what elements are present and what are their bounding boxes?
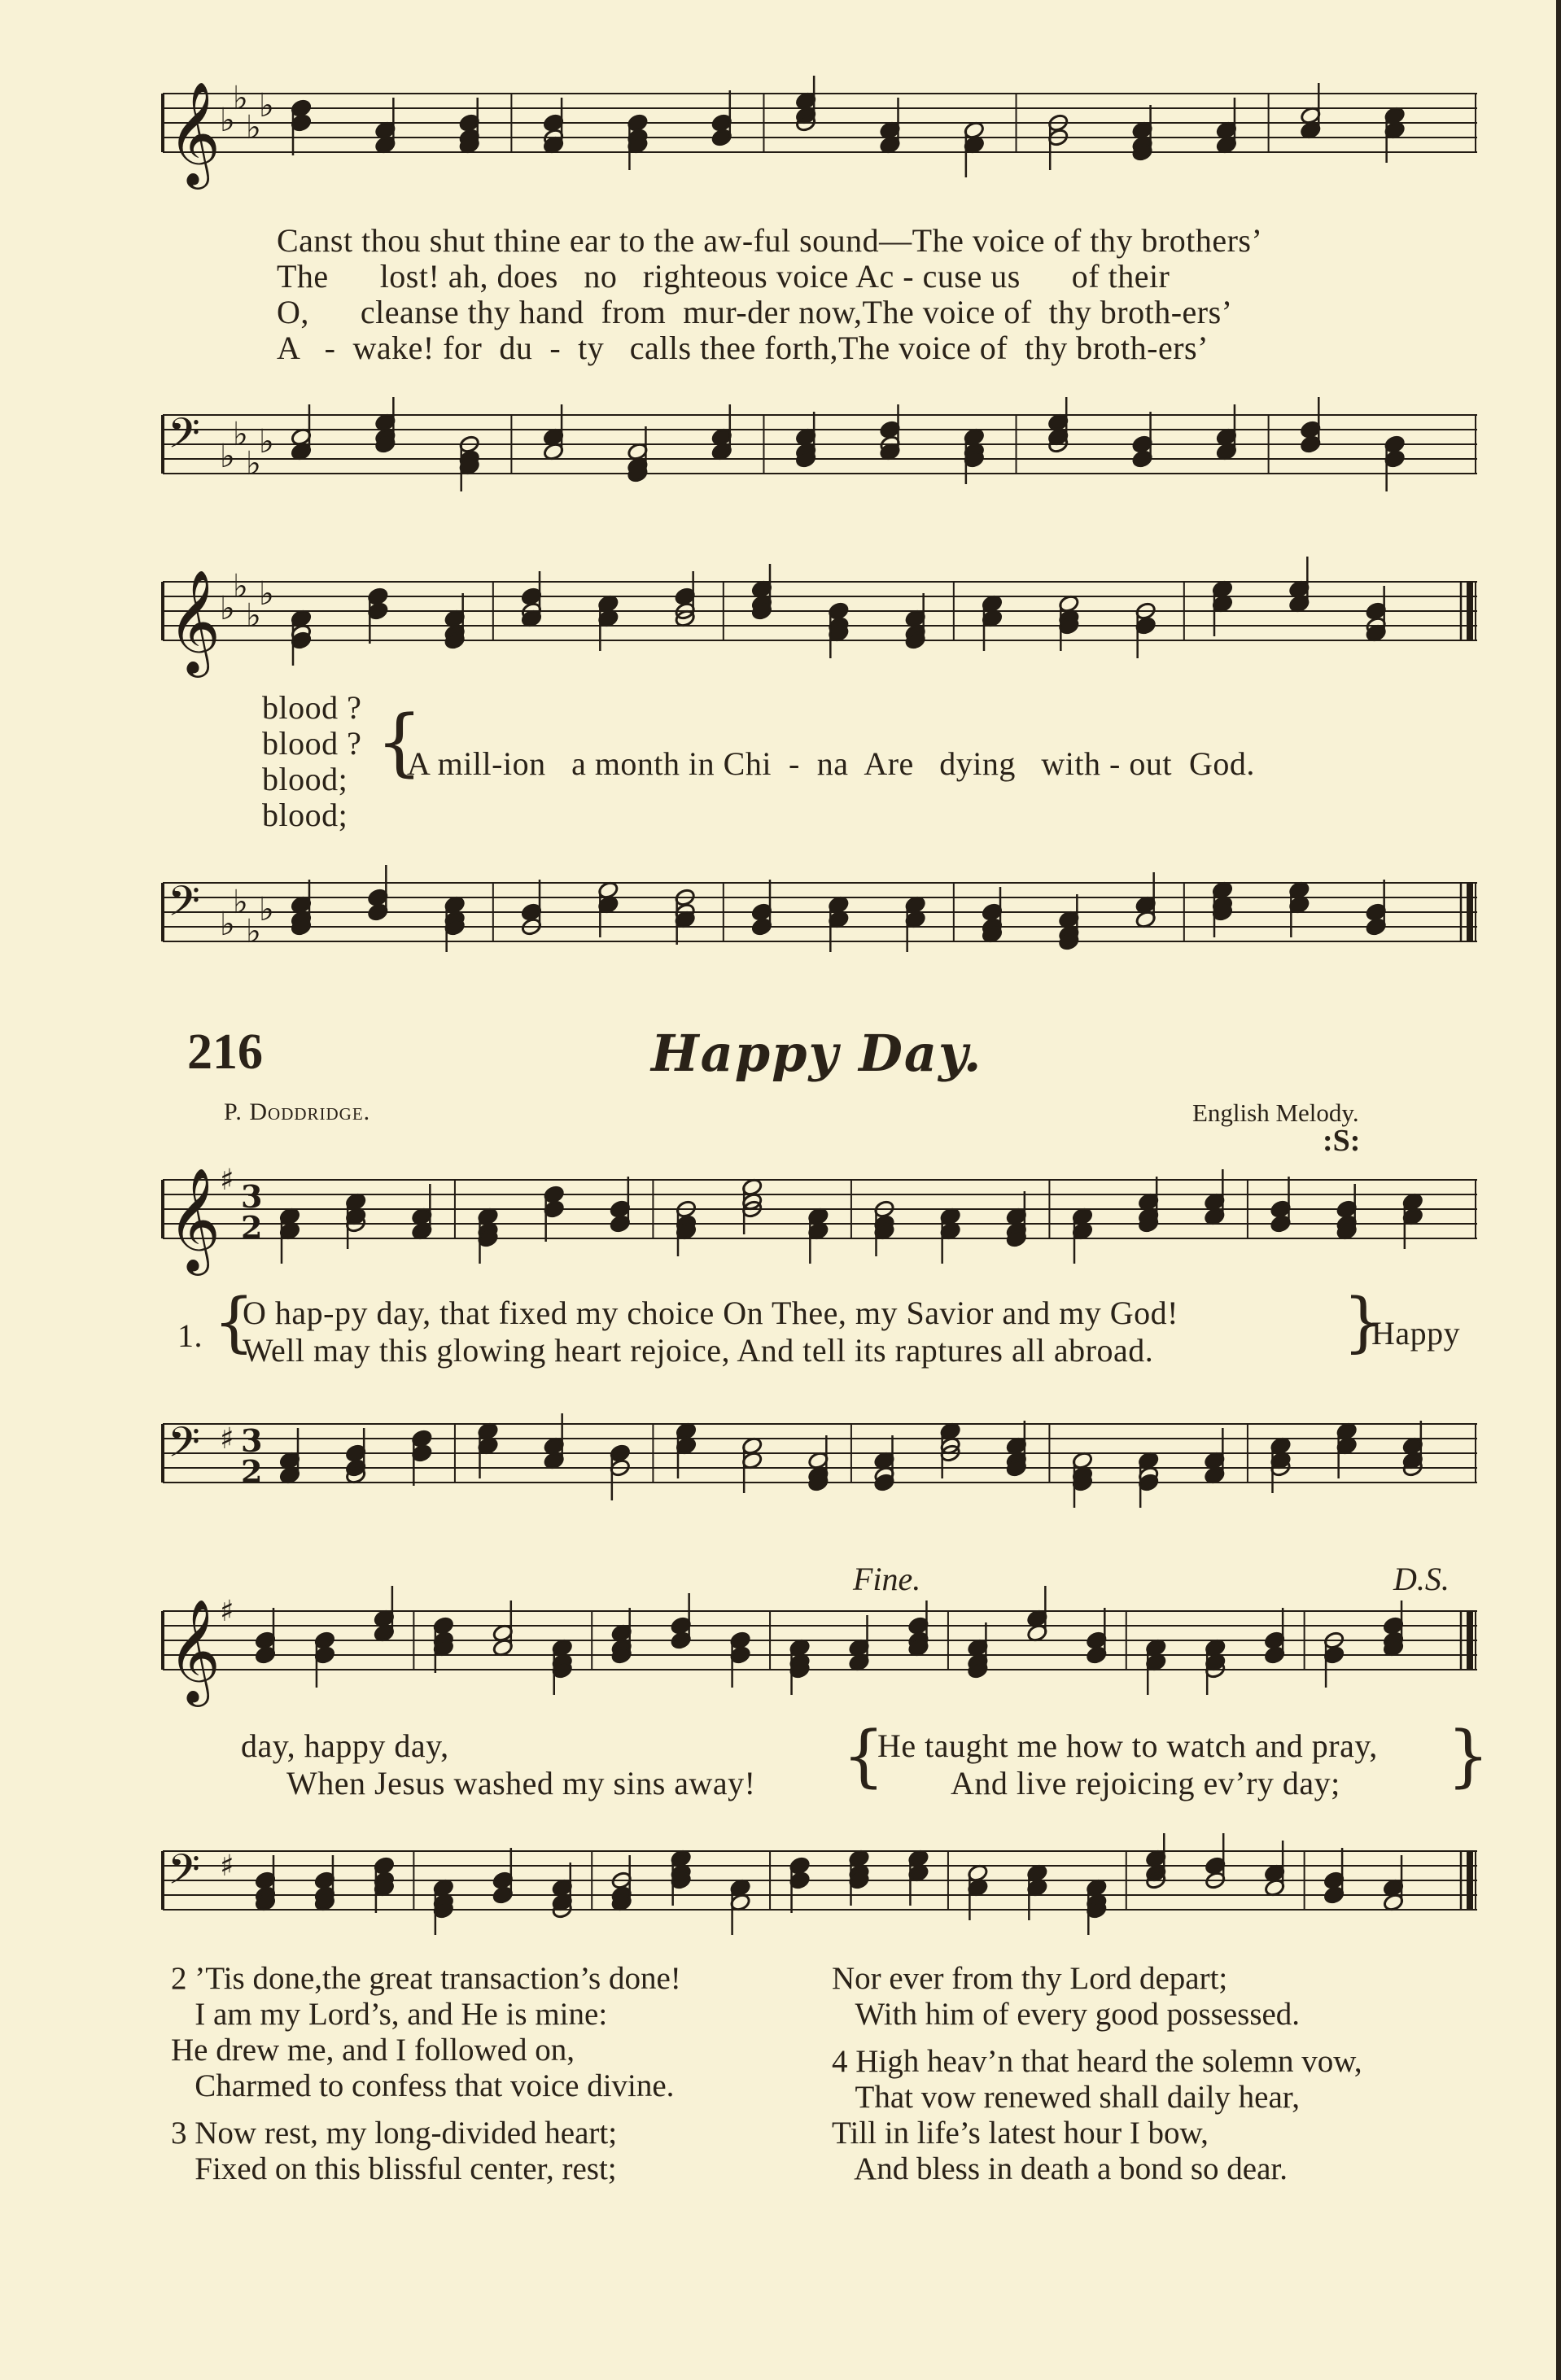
end-word-2: blood ?: [262, 725, 362, 762]
hymn-number: 216: [187, 1024, 263, 1080]
svg-text:♭: ♭: [259, 575, 274, 613]
svg-text:♭: ♭: [220, 590, 235, 627]
staff-lines: [163, 80, 1477, 185]
refrain-line: A mill-ion a month in Chi - na Are dying with - out God.: [407, 745, 1255, 782]
svg-text:♯: ♯: [220, 1849, 234, 1883]
staff-lines: [163, 407, 1477, 488]
fine-mark: Fine.: [853, 1561, 921, 1597]
staff-216-bass-1: [163, 1416, 1477, 1497]
svg-text:𝄞: 𝄞: [168, 1598, 221, 1702]
verses-right: [832, 1961, 1362, 2187]
verse-line: Charmed to confess that voice divine.: [171, 2068, 675, 2103]
svg-text:𝄞: 𝄞: [168, 81, 221, 185]
svg-text:𝄞: 𝄞: [168, 569, 221, 673]
staff-lines: [163, 1843, 1477, 1924]
verse1-line-2: Well may this glowing heart rejoice, And tell its raptures all abroad.: [243, 1332, 1154, 1369]
verse-line: 2 ’Tis done,the great transaction’s done!: [171, 1961, 681, 1996]
svg-text:♭: ♭: [220, 102, 235, 139]
staff-lines: [163, 568, 1477, 673]
svg-text:𝄞: 𝄞: [168, 1167, 221, 1271]
svg-text:♭: ♭: [220, 438, 235, 475]
end-word-4: blood;: [262, 797, 348, 833]
staff-top-treble-1: [163, 80, 1477, 185]
svg-text:𝄢: 𝄢: [168, 408, 200, 468]
end-word-1: blood ?: [262, 689, 362, 726]
svg-text:♭: ♭: [259, 891, 274, 928]
lyric-brace: {: [376, 700, 423, 785]
lyric-line-4: A - wake! for du - ty calls thee forth,The voice of thy broth-ers’: [277, 330, 1209, 366]
staff-top-bass-1: [163, 407, 1477, 488]
svg-text:♭: ♭: [233, 416, 248, 453]
tune-credit: English Melody.: [1192, 1098, 1359, 1127]
staff-top-treble-2: [163, 568, 1477, 673]
chorus-left-2: When Jesus washed my sins away!: [286, 1765, 756, 1801]
svg-text:♭: ♭: [220, 906, 235, 943]
verse-line: Fixed on this blissful center, rest;: [171, 2151, 617, 2186]
lyric-line-1: Canst thou shut thine ear to the aw-ful sound—The voice of thy brothers’: [277, 222, 1263, 259]
svg-text:3: 3: [241, 1178, 263, 1215]
staff-216-treble-2: [163, 1595, 1477, 1702]
staff-216-bass-2: [163, 1843, 1477, 1924]
verse-line: 4 High heav’n that heard the solemn vow,: [832, 2044, 1362, 2079]
svg-text:2: 2: [241, 1209, 263, 1246]
svg-text:♭: ♭: [246, 445, 261, 483]
svg-text:𝄢: 𝄢: [168, 1845, 200, 1904]
lyric-line-3: O, cleanse thy hand from mur-der now,The voice of thy broth-ers’: [277, 294, 1233, 330]
staff-lines: [163, 1416, 1477, 1497]
svg-text:𝄢: 𝄢: [168, 876, 200, 936]
staff-lines: [163, 1595, 1477, 1702]
verse1-number: 1.: [177, 1317, 203, 1354]
end-word-3: blood;: [262, 761, 348, 797]
hymn-title: Happy Day.: [651, 1024, 983, 1083]
author-credit: P. Doddridge.: [224, 1098, 371, 1125]
svg-text:♭: ♭: [246, 109, 261, 146]
chorus-right-1: He taught me how to watch and pray,: [877, 1727, 1378, 1764]
svg-text:♭: ♭: [233, 884, 248, 921]
verse-line: 3 Now rest, my long-divided heart;: [171, 2116, 618, 2151]
chorus-brace-right: }: [1447, 1718, 1490, 1795]
verse-line: That vow renewed shall daily hear,: [832, 2080, 1300, 2115]
svg-text:♭: ♭: [233, 568, 248, 605]
svg-text:♭: ♭: [259, 87, 274, 124]
verse1-brace-right: }: [1343, 1284, 1384, 1360]
ds-mark: D.S.: [1393, 1561, 1450, 1597]
svg-text:♭: ♭: [259, 423, 274, 461]
svg-text:2: 2: [241, 1453, 263, 1490]
verse-line: Nor ever from thy Lord depart;: [832, 1961, 1228, 1996]
verses-left: [171, 1961, 681, 2187]
segno-mark: :S:: [1323, 1124, 1361, 1158]
verse-line: I am my Lord’s, and He is mine:: [171, 1997, 608, 2032]
verse-line: He drew me, and I followed on,: [171, 2033, 575, 2068]
staff-216-treble-1: [163, 1164, 1477, 1271]
svg-text:3: 3: [241, 1422, 263, 1459]
svg-text:♯: ♯: [220, 1422, 234, 1456]
svg-text:♯: ♯: [220, 1164, 234, 1197]
svg-text:♯: ♯: [220, 1595, 234, 1628]
verse1-brace: {: [213, 1284, 255, 1360]
svg-text:♭: ♭: [246, 913, 261, 950]
chorus-left-1: day, happy day,: [241, 1727, 449, 1764]
staff-lines: [163, 875, 1477, 956]
happy-word: Happy: [1371, 1315, 1461, 1352]
chorus-brace-left: {: [842, 1718, 885, 1795]
svg-text:♭: ♭: [233, 80, 248, 117]
staff-top-bass-2: [163, 875, 1477, 956]
verse1-line-1: O hap-py day, that fixed my choice On Thee, my Savior and my God!: [243, 1295, 1178, 1331]
verse-line: With him of every good possessed.: [832, 1997, 1301, 2032]
svg-text:♭: ♭: [246, 597, 261, 635]
staff-lines: [163, 1164, 1477, 1271]
verse-line: And bless in death a bond so dear.: [832, 2151, 1288, 2186]
verse-line: Till in life’s latest hour I bow,: [832, 2116, 1209, 2151]
chorus-right-2: And live rejoicing ev’ry day;: [951, 1765, 1340, 1801]
svg-text:𝄢: 𝄢: [168, 1417, 200, 1477]
lyric-line-2: The lost! ah, does no righteous voice Ac - cuse us of their: [277, 258, 1170, 295]
